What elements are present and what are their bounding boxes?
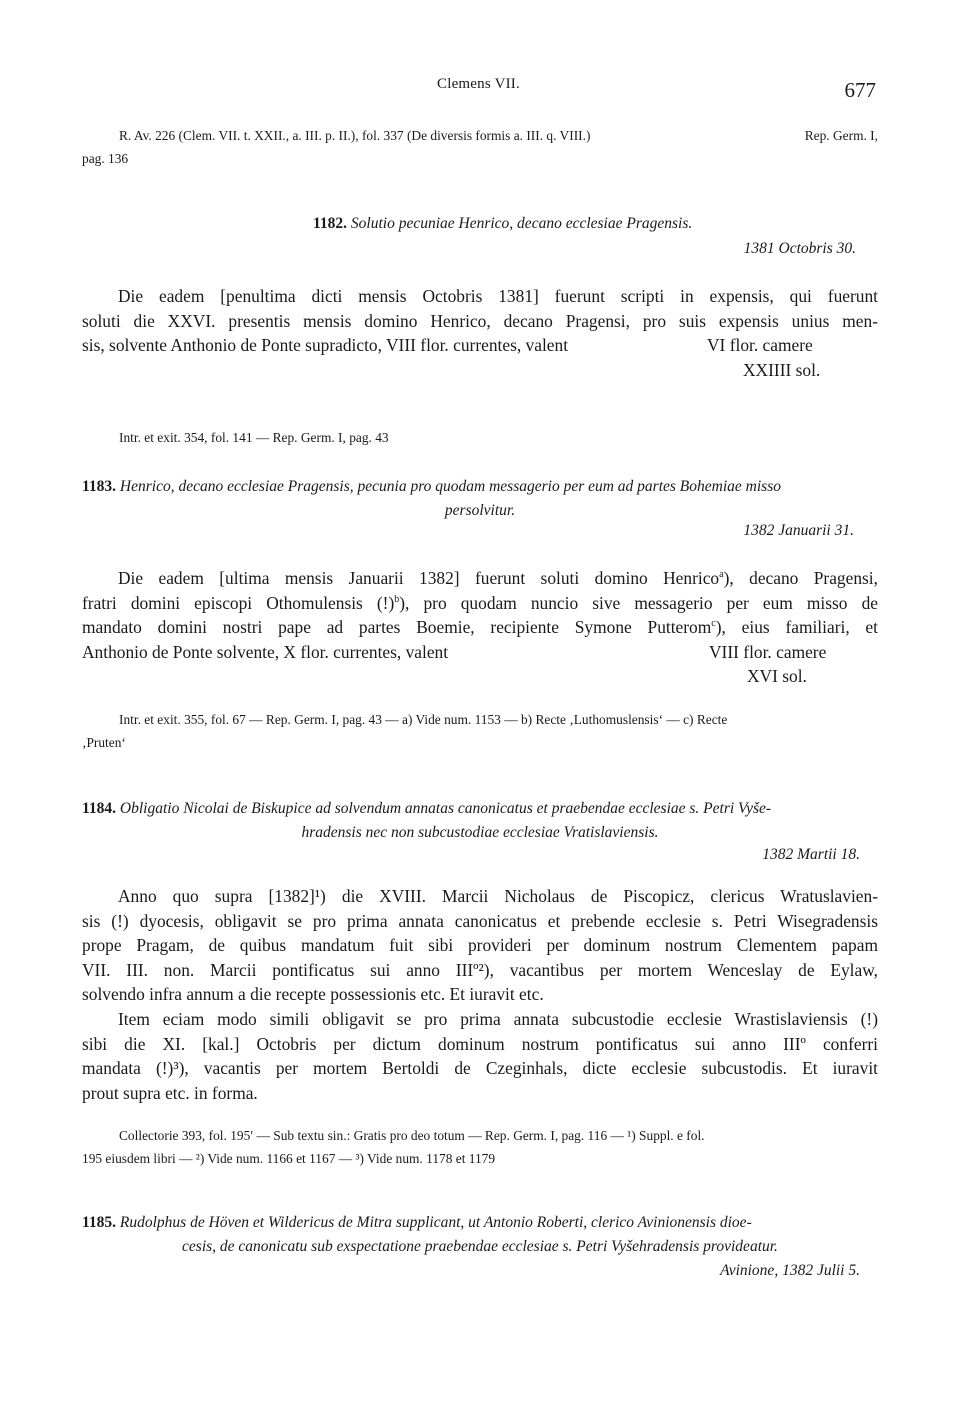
source-note-carryover <box>82 124 878 170</box>
entry-date-1184: 1382 Martii 18. <box>762 846 860 863</box>
entry-number: 1183. <box>82 478 117 495</box>
entry-number: 1184. <box>82 800 117 817</box>
source-note-line: ‚Pruten‘ <box>82 735 126 750</box>
footnote-mark: c <box>711 618 716 630</box>
amount-row <box>82 333 878 358</box>
entry-body-1183 <box>82 566 878 689</box>
entry-title-continued: persolvitur. <box>444 502 516 519</box>
source-note-line: Intr. et exit. 355, fol. 67 — Rep. Germ. I, pag. 43 — a) Vide num. 1153 — b) Recte ‚Luthomuslensis‘ — c) Recte <box>119 712 728 727</box>
source-note-line: 195 eiusdem libri — ²) Vide num. 1166 et 1167 — ³) Vide num. 1178 et 1179 <box>82 1151 496 1166</box>
running-title: Clemens VII. <box>437 76 520 92</box>
body-line: Die eadem [ultima mensis Januarii 1382] fuerunt soluti domino Henrico$^a$), decano Pragensi, <box>118 568 878 588</box>
body-line: Die eadem [penultima dicti mensis Octobris 1381] fuerunt scripti in expensis, qui fuerunt <box>118 286 878 306</box>
entry-date-1182: 1381 Octobris 30. <box>743 240 856 257</box>
footnote-mark: a <box>719 569 724 581</box>
page-number: 677 <box>844 78 876 102</box>
amount-sol: XVI sol. <box>747 666 807 687</box>
body-line: sis, solvente Anthonio de Ponte supradicto, VIII flor. currentes, valent <box>82 335 569 356</box>
amount-currency: VIII flor. camere <box>709 641 827 662</box>
entry-heading-1185 <box>82 1211 878 1259</box>
body-line: mandato domini nostri pape ad partes Boemie, recipiente Symone Putterom$^c$), eius familiari, et <box>82 617 878 638</box>
source-note-line: Intr. et exit. 354, fol. 141 — Rep. Germ. I, pag. 43 <box>119 430 389 445</box>
body-line: VII. III. non. Marcii pontificatus sui anno IIIº²), vacantibus per mortem Wenceslay de Eylaw, <box>82 959 878 980</box>
entry-heading-1184 <box>82 797 878 845</box>
running-header <box>0 76 960 102</box>
entry-number: 1182. <box>313 215 348 232</box>
entry-title-continued: hradensis nec non subcustodiae ecclesiae Vratislaviensis. <box>301 824 659 841</box>
entry-title: Henrico, decano ecclesiae Pragensis, pecunia pro quodam messagerio per eum ad partes Bohemiae misso <box>119 478 781 495</box>
amount-row <box>82 664 878 689</box>
body-line: fratri domini episcopi Othomulensis (!)$^b$), pro quodam nuncio sive messagerio per eum misso de <box>82 592 878 613</box>
amount-sol: XXIIII sol. <box>743 359 821 380</box>
entry-heading-1182 <box>313 212 873 236</box>
body-line: Item eciam modo simili obligavit se pro prima annata subcustodie ecclesie Wrastislaviensis (!) <box>118 1008 878 1029</box>
amount-row <box>82 358 878 383</box>
body-line: Anno quo supra [1382]¹) die XVIII. Marcii Nicholaus de Piscopicz, clericus Wratuslavien- <box>118 886 878 906</box>
amount-currency: VI flor. camere <box>707 335 813 356</box>
body-line: sibi die XI. [kal.] Octobris per dictum dominum nostrum pontificatus sui anno IIIº conferri <box>82 1033 878 1054</box>
source-note-1184 <box>82 1124 878 1170</box>
entry-title: Rudolphus de Höven et Wildericus de Mitra supplicant, ut Antonio Roberti, clerico Avinionensis dioe- <box>119 1214 752 1231</box>
footnote-mark: b <box>394 593 400 605</box>
source-note-line: pag. 136 <box>82 151 129 166</box>
entry-title: Obligatio Nicolai de Biskupice ad solvendum annatas canonicatus et praebendae ecclesiae s. Petri Vyše- <box>119 800 772 817</box>
entry-heading-1183 <box>82 475 878 523</box>
entry-body-1184 <box>82 884 878 1105</box>
body-line: prout supra etc. in forma. <box>82 1082 258 1103</box>
body-line: sis (!) dyocesis, obligavit se pro prima annata canonicatus et prebende ecclesie s. Petri Wisegradensis <box>82 910 878 931</box>
entry-date-1183: 1382 Januarii 31. <box>743 522 854 539</box>
source-note-line: Collectorie 393, fol. 195′ — Sub textu sin.: Gratis pro deo totum — Rep. Germ. I, pag. 116 — ¹) Suppl. e fol. <box>119 1128 705 1143</box>
amount-row <box>82 640 878 665</box>
body-line: prope Pragam, de quibus mandatum fuit sibi provideri per dominum nostrum Clementem papam <box>82 935 878 956</box>
body-line: Anthonio de Ponte solvente, X flor. currentes, valent <box>82 641 449 662</box>
entry-body-1182 <box>82 284 878 382</box>
body-line: soluti die XXVI. presentis mensis domino Henrico, decano Pragensi, pro suis expensis unius men- <box>82 310 878 331</box>
entry-title: Solutio pecuniae Henrico, decano ecclesiae Pragensis. <box>350 215 693 232</box>
entry-number: 1185. <box>82 1214 117 1231</box>
source-note-line: R. Av. 226 (Clem. VII. t. XXII., a. III. p. II.), fol. 337 (De diversis formis a. III. q. VIII.) Rep. Germ. I, <box>82 124 878 147</box>
source-note-1182 <box>82 426 878 449</box>
source-note-1183 <box>82 708 878 754</box>
entry-date-1185: Avinione, 1382 Julii 5. <box>720 1262 860 1279</box>
entry-title-continued: cesis, de canonicatu sub exspectatione praebendae ecclesiae s. Petri Vyšehradensis provideatur. <box>182 1238 778 1255</box>
body-line: mandata (!)³), vacantis per mortem Bertoldi de Czeginhals, dicte ecclesie subcustodis. Et iuravit <box>82 1058 878 1079</box>
body-line: solvendo infra annum a die recepte possessionis etc. Et iuravit etc. <box>82 984 544 1005</box>
source-note-right: Rep. Germ. I, <box>804 128 878 143</box>
